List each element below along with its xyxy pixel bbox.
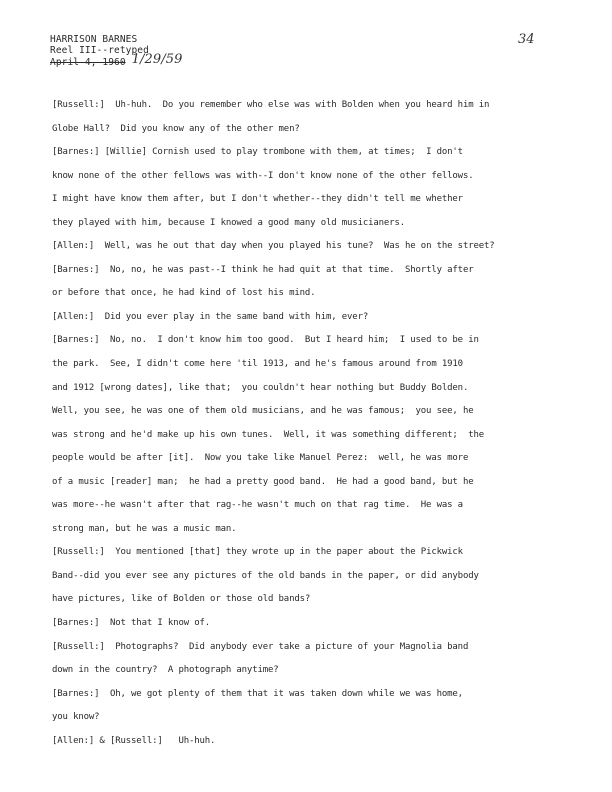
transcript-line [52, 636, 562, 660]
line-text: Uh-huh. [162, 735, 216, 746]
transcript-line [52, 612, 562, 636]
interviewee-name: HARRISON BARNES [50, 34, 138, 45]
struck-date: April 4, 1960 [50, 57, 126, 68]
line-text: Photographs? Did anybody ever take a picture of your Magnolia band [104, 641, 469, 652]
line-text: was more--he wasn't after that rag--he wasn't much on that rag time. He was a [52, 500, 463, 511]
transcript-line [52, 165, 562, 189]
line-text: have pictures, like of Bolden or those old bands? [52, 594, 311, 605]
speaker-label: [Russell:] [52, 641, 105, 652]
transcript-line [52, 212, 562, 236]
transcript-line [52, 400, 562, 424]
line-text: or before that once, he had kind of lost his mind. [52, 288, 316, 299]
line-text: No, no, he was past--I think he had quit at that time. Shortly after [99, 264, 474, 275]
transcript-line [52, 259, 562, 283]
line-text: Oh, we got plenty of them that it was taken down while we was home, [99, 688, 463, 699]
transcript-line [52, 706, 562, 730]
line-text: Well, was he out that day when you played his tune? Was he on the street? [94, 241, 495, 252]
transcript-line [52, 188, 562, 212]
page-number: 34 [518, 32, 535, 47]
handwritten-date: 1/29/59 [131, 52, 183, 67]
line-text: Did you ever play in the same band with him, ever? [94, 311, 369, 322]
line-text: Uh-huh. Do you remember who else was with Bolden when you heard him in [104, 100, 490, 110]
line-text: of a music [reader] man; he had a pretty good band. He had a good band, but he [52, 476, 474, 487]
line-text: the park. See, I didn't come here 'til 1913, and he's famous around from 1910 [52, 359, 463, 370]
transcript-line [52, 730, 562, 754]
line-text: strong man, but he was a music man. [52, 523, 237, 534]
speaker-label: [Allen:] [52, 241, 95, 252]
line-text: [Willie] Cornish used to play trombone with them, at times; I don't [99, 147, 463, 158]
transcript-line [52, 306, 562, 330]
transcript-line [52, 565, 562, 589]
speaker-label: [Barnes:] [52, 688, 100, 699]
transcript-line [52, 424, 562, 448]
line-text: Globe Hall? Did you know any of the other men? [52, 123, 300, 134]
transcript-line [52, 518, 562, 542]
line-text: You mentioned [that] they wrote up in the paper about the Pickwick [104, 547, 463, 558]
speaker-label: [Barnes:] [52, 618, 100, 629]
page-header [50, 34, 182, 68]
transcript-line [52, 94, 562, 118]
speaker-label: [Allen:] [52, 311, 95, 322]
speaker-label: [Russell:] [52, 100, 105, 110]
transcript-line [52, 588, 562, 612]
speaker-label: [Barnes:] [52, 147, 100, 158]
speaker-label: [Barnes:] [52, 335, 100, 346]
transcript-line [52, 329, 562, 353]
line-text: I might have know them after, but I don't whether--they didn't tell me whether [52, 194, 463, 205]
date-line [50, 52, 183, 68]
line-text: they played with him, because I knowed a good many old musicianers. [52, 217, 405, 228]
line-text: you know? [52, 712, 100, 723]
line-text: people would be after [it]. Now you take like Manuel Perez: well, he was more [52, 453, 469, 464]
transcript-line [52, 353, 562, 377]
transcript-line [52, 659, 562, 683]
line-text: Not that I know of. [99, 618, 211, 629]
transcript-line [52, 377, 562, 401]
line-text: Well, you see, he was one of them old musicians, and he was famous; you see, he [52, 406, 474, 417]
transcript-line [52, 118, 562, 142]
speaker-label: [Allen:] & [Russell:] [52, 735, 163, 746]
reel-label: Reel III--retyped [50, 45, 149, 56]
speaker-label: [Russell:] [52, 547, 105, 558]
line-text: Band--did you ever see any pictures of the old bands in the paper, or did anybody [52, 570, 479, 581]
transcript-line [52, 494, 562, 518]
transcript-line [52, 541, 562, 565]
line-text: know none of the other fellows was with--I don't know none of the other fellows. [52, 170, 474, 181]
transcript-line [52, 683, 562, 707]
transcript-body [52, 94, 562, 753]
transcript-line [52, 471, 562, 495]
line-text: was strong and he'd make up his own tunes. Well, it was something different; the [52, 429, 485, 440]
transcript-line [52, 235, 562, 259]
transcript-line [52, 282, 562, 306]
transcript-line [52, 141, 562, 165]
line-text: down in the country? A photograph anytime? [52, 665, 279, 676]
line-text: and 1912 [wrong dates], like that; you couldn't hear nothing but Buddy Bolden. [52, 382, 469, 393]
speaker-label: [Barnes:] [52, 264, 100, 275]
line-text: No, no. I don't know him too good. But I heard him; I used to be in [99, 335, 479, 346]
transcript-line [52, 447, 562, 471]
